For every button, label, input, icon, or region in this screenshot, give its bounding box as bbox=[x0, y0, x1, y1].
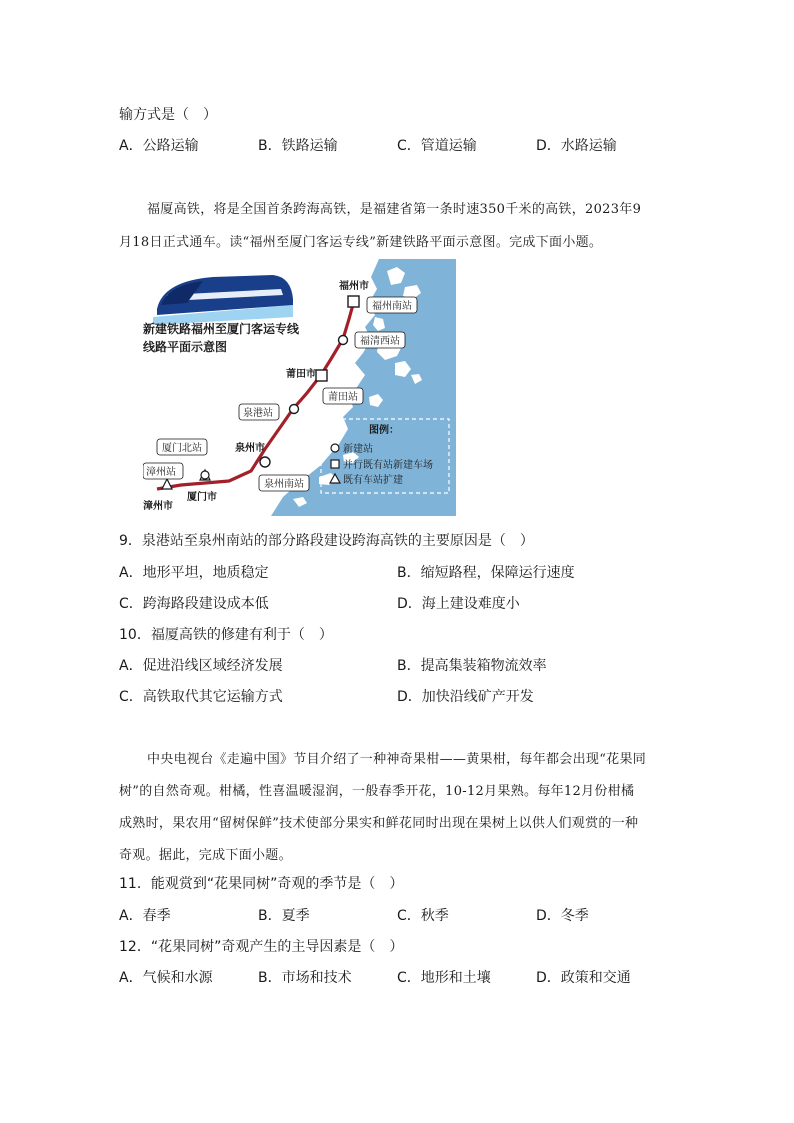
question-12-stem: 12．“花果同树”奇观产生的主导因素是（ ） bbox=[119, 939, 404, 955]
question-10-stem: 10．福厦高铁的修建有利于（ ） bbox=[119, 627, 333, 643]
q9-option-c[interactable]: C．跨海路段建设成本低 bbox=[119, 596, 269, 612]
city-fuzhou: 福州市 bbox=[339, 281, 369, 292]
railway-map bbox=[143, 259, 456, 516]
legend-expanded-station: 既有车站扩建 bbox=[343, 475, 403, 486]
q11-option-b[interactable]: B．夏季 bbox=[258, 908, 310, 924]
q9-option-b[interactable]: B．缩短路程，保障运行速度 bbox=[397, 565, 575, 581]
station-xiamen-north: 厦门北站 bbox=[162, 443, 202, 454]
question-11-stem: 11．能观赏到“花果同树”奇观的季节是（ ） bbox=[119, 876, 404, 892]
city-zhangzhou: 漳州市 bbox=[143, 501, 173, 512]
option-c[interactable]: C．管道运输 bbox=[397, 138, 477, 154]
station-zhangzhou: 漳州站 bbox=[146, 467, 176, 478]
station-quangang: 泉港站 bbox=[243, 408, 273, 419]
legend-parallel-station: 并行既有站新建车场 bbox=[343, 460, 433, 471]
option-d[interactable]: D．水路运输 bbox=[536, 138, 617, 154]
station-putian: 莆田站 bbox=[328, 392, 358, 403]
option-a[interactable]: A．公路运输 bbox=[119, 138, 199, 154]
question-stem-tail: 输方式是（ ） bbox=[119, 107, 217, 123]
station-fuqing-west: 福清西站 bbox=[360, 336, 400, 347]
q9-option-d[interactable]: D．海上建设难度小 bbox=[397, 596, 520, 612]
question-9-stem: 9．泉港站至泉州南站的部分路段建设跨海高铁的主要原因是（ ） bbox=[119, 533, 534, 549]
passage-2-line-1: 中央电视台《走遍中国》节目介绍了一种神奇果柑——黄果柑，每年都会出现“花果同 bbox=[147, 752, 647, 767]
xiamen-north-circle bbox=[201, 471, 209, 479]
q9-option-a[interactable]: A．地形平坦，地质稳定 bbox=[119, 565, 269, 581]
station-fuzhou-south: 福州南站 bbox=[372, 301, 412, 312]
passage-2-line-2: 树”的自然奇观。柑橘，性喜温暖湿润，一般春季开花，10-12月果熟。每年12月份柑橘 bbox=[119, 784, 635, 799]
city-xiamen: 厦门市 bbox=[187, 492, 217, 503]
q12-option-d[interactable]: D．政策和交通 bbox=[536, 970, 631, 986]
q10-option-c[interactable]: C．高铁取代其它运输方式 bbox=[119, 689, 283, 705]
quangang-marker bbox=[290, 405, 299, 414]
legend-title: 图例： bbox=[369, 425, 399, 436]
map-title-line-2: 线路平面示意图 bbox=[143, 340, 228, 354]
passage-2-line-4: 奇观。据此，完成下面小题。 bbox=[119, 848, 292, 863]
passage-1-line-2: 月18日正式通车。读“福州至厦门客运专线”新建铁路平面示意图。完成下面小题。 bbox=[119, 235, 603, 250]
q12-option-c[interactable]: C．地形和土壤 bbox=[397, 970, 491, 986]
fuzhou-south-marker bbox=[348, 296, 359, 307]
q11-option-c[interactable]: C．秋季 bbox=[397, 908, 449, 924]
city-putian: 莆田市 bbox=[286, 369, 316, 380]
q12-option-b[interactable]: B．市场和技术 bbox=[258, 970, 352, 986]
option-b[interactable]: B．铁路运输 bbox=[258, 138, 338, 154]
q11-option-d[interactable]: D．冬季 bbox=[536, 908, 589, 924]
q10-option-b[interactable]: B．提高集装箱物流效率 bbox=[397, 658, 547, 674]
q10-option-d[interactable]: D．加快沿线矿产开发 bbox=[397, 689, 534, 705]
q11-option-a[interactable]: A．春季 bbox=[119, 908, 171, 924]
passage-1-line-1: 福厦高铁，将是全国首条跨海高铁，是福建省第一条时速350千米的高铁，2023年9 bbox=[147, 202, 642, 217]
fuqing-west-marker bbox=[339, 336, 348, 345]
legend-square-icon bbox=[331, 460, 339, 468]
map-title-line-1: 新建铁路福州至厦门客运专线 bbox=[143, 322, 300, 336]
station-quanzhou-south: 泉州南站 bbox=[264, 479, 304, 490]
q12-option-a[interactable]: A．气候和水源 bbox=[119, 970, 213, 986]
city-quanzhou: 泉州市 bbox=[235, 443, 265, 454]
quanzhou-south-marker bbox=[260, 457, 270, 467]
putian-marker bbox=[316, 370, 327, 381]
legend-circle-icon bbox=[331, 444, 339, 452]
q10-option-a[interactable]: A．促进沿线区域经济发展 bbox=[119, 658, 283, 674]
legend-new-station: 新建站 bbox=[343, 444, 373, 455]
passage-2-line-3: 成熟时，果农用“留树保鲜”技术使部分果实和鲜花同时出现在果树上以供人们观赏的一种 bbox=[119, 816, 639, 831]
